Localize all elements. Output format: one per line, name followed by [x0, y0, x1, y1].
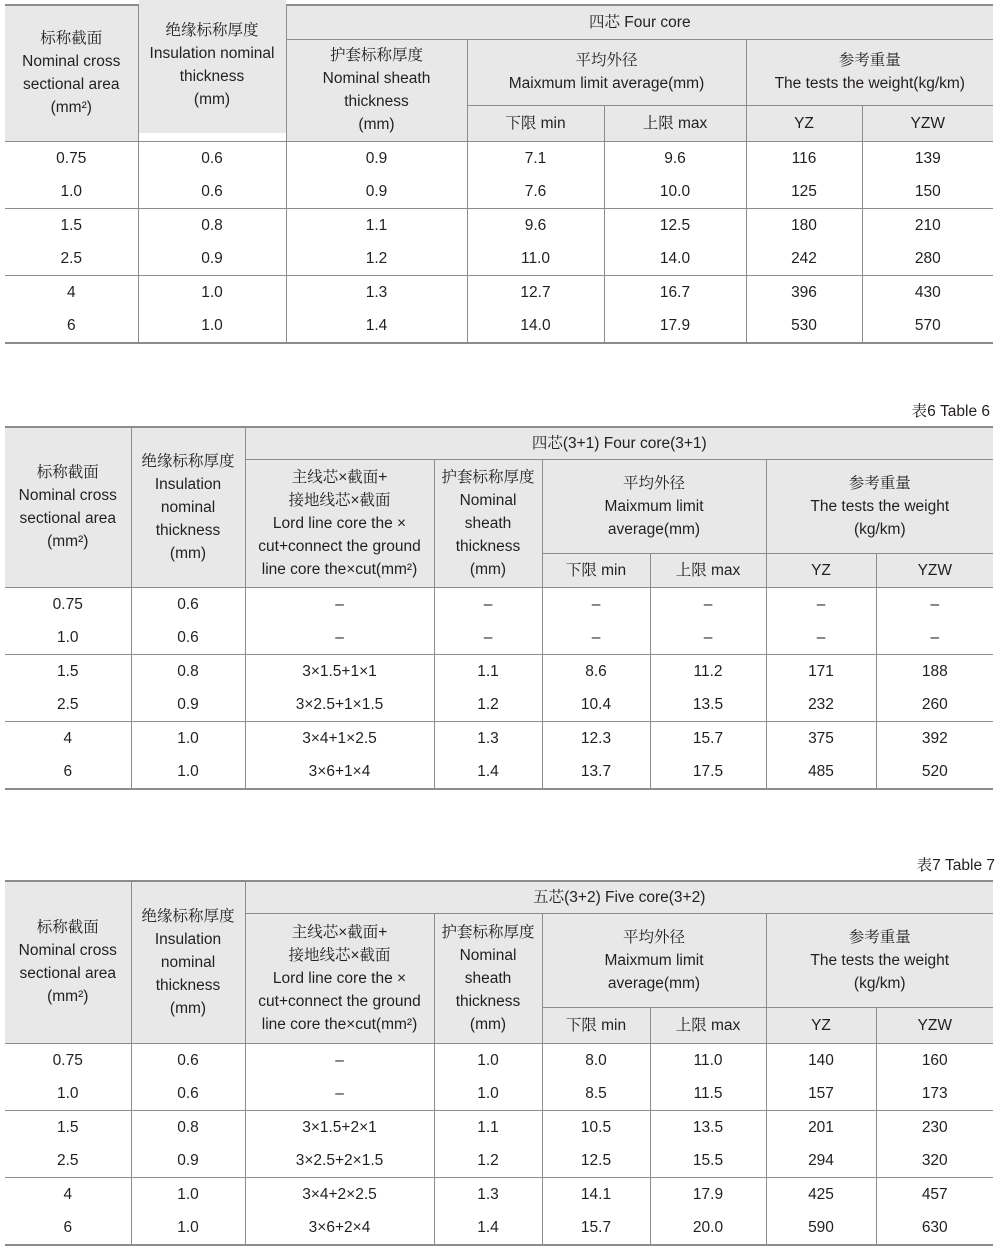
- table-row: [5, 242, 993, 276]
- table-cell: 12.3: [542, 721, 650, 755]
- table-cell: 1.5: [56, 1118, 79, 1136]
- table-cell: 6: [5, 309, 138, 343]
- table-cell: 210: [862, 208, 993, 242]
- table-cell: 0.75: [52, 595, 83, 613]
- table-cell: –: [766, 621, 876, 655]
- table-body: [5, 141, 993, 343]
- table-row: [5, 721, 993, 755]
- table-cell: 1.0: [434, 1043, 542, 1077]
- table-cell: 171: [766, 654, 876, 688]
- table-row: [5, 1110, 993, 1144]
- table-cell: 116: [746, 141, 862, 175]
- table-cell: 17.5: [650, 755, 766, 789]
- table-cell: 125: [746, 175, 862, 209]
- table-cell: –: [434, 621, 542, 655]
- table-cell: 1.1: [434, 654, 542, 688]
- table-cell: 2.5: [5, 242, 138, 276]
- header-sheath-thickness: 护套标称厚度 Nominal sheath thickness (mm): [286, 39, 467, 141]
- table-cell: 396: [746, 275, 862, 309]
- table-cell: 0.9: [286, 175, 467, 209]
- header-max: 上限 max: [650, 1007, 766, 1043]
- header-core-cross-section: 主线芯×截面+ 接地线芯×截面 Lord line core the × cut+connect the ground line core the×cut(mm²): [245, 913, 434, 1043]
- header-min: 下限 min: [542, 553, 650, 587]
- table-cell: 320: [876, 1144, 993, 1178]
- table-row: [5, 755, 993, 789]
- table-five-core-3plus2: [5, 880, 993, 1246]
- table-cell: –: [876, 587, 993, 621]
- table-cell: 1.0: [131, 1211, 245, 1245]
- table-row: [5, 141, 993, 175]
- table-cell: 11.0: [650, 1043, 766, 1077]
- table-cell: 3×4+2×2.5: [245, 1177, 434, 1211]
- table-cell: 3×6+2×4: [245, 1211, 434, 1245]
- table-cell: 1.0: [138, 309, 286, 343]
- table-cell: 0.9: [131, 688, 245, 722]
- table-cell: 1.4: [286, 309, 467, 343]
- table-cell: 15.5: [650, 1144, 766, 1178]
- header-outer-diameter: 平均外径 Maixmum limit average(mm): [542, 459, 766, 553]
- table-cell: 17.9: [604, 309, 746, 343]
- header-nominal-area: 标称截面 Nominal cross sectional area (mm²): [5, 881, 131, 1043]
- table-cell: 1.3: [434, 1177, 542, 1211]
- table-cell: 1.0: [5, 1077, 131, 1111]
- table-cell: 20.0: [650, 1211, 766, 1245]
- table-cell: 2.5: [5, 688, 131, 722]
- header-max: 上限 max: [604, 105, 746, 141]
- table-cell: 1.2: [434, 1144, 542, 1178]
- table-row: [5, 1177, 993, 1211]
- table-cell: 630: [876, 1211, 993, 1245]
- table-cell: 160: [876, 1043, 993, 1077]
- table-cell: 1.3: [286, 275, 467, 309]
- table-cell: 8.6: [542, 654, 650, 688]
- table-cell: 13.7: [542, 755, 650, 789]
- table-cell: 1.0: [131, 1177, 245, 1211]
- header-core-group: 四芯 Four core: [286, 5, 993, 39]
- table-cell: 570: [862, 309, 993, 343]
- table-cell: 0.9: [131, 1144, 245, 1178]
- header-nominal-area: 标称截面 Nominal cross sectional area (mm²): [5, 5, 138, 141]
- header-yz: YZ: [766, 1007, 876, 1043]
- header-outer-diameter: 平均外径 Maixmum limit average(mm): [542, 913, 766, 1007]
- table-cell: 3×1.5+1×1: [245, 654, 434, 688]
- table-cell: 173: [876, 1077, 993, 1111]
- table-cell: 15.7: [542, 1211, 650, 1245]
- table-row: [5, 654, 993, 688]
- header-yzw: YZW: [876, 553, 993, 587]
- table-cell: 0.6: [138, 175, 286, 209]
- table-cell: 520: [876, 755, 993, 789]
- table-header: [5, 427, 993, 587]
- header-sheath-thickness: 护套标称厚度 Nominal sheath thickness (mm): [434, 913, 542, 1043]
- table-cell: 4: [63, 729, 73, 747]
- table-cell: 1.0: [5, 621, 131, 655]
- table-cell: 0.9: [286, 141, 467, 175]
- header-core-group: 五芯(3+2) Five core(3+2): [245, 881, 993, 913]
- header-yzw: YZW: [862, 105, 993, 141]
- table-header: [5, 881, 993, 1043]
- table-cell: 1.5: [56, 662, 79, 680]
- table-cell: 3×1.5+2×1: [245, 1110, 434, 1144]
- table-cell: –: [542, 621, 650, 655]
- table-cell: –: [245, 1043, 434, 1077]
- table-cell: 1.2: [286, 242, 467, 276]
- table-cell: 1.0: [138, 275, 286, 309]
- header-sheath-thickness: 护套标称厚度 Nominal sheath thickness (mm): [434, 459, 542, 587]
- table-cell: 530: [746, 309, 862, 343]
- header-reference-weight: 参考重量 The tests the weight(kg/km): [746, 39, 993, 105]
- table-row: [5, 275, 993, 309]
- table-cell: 2.5: [5, 1144, 131, 1178]
- table-cell: 11.2: [650, 654, 766, 688]
- table-cell: 13.5: [650, 1110, 766, 1144]
- header-min: 下限 min: [467, 105, 604, 141]
- table-cell: 3×2.5+2×1.5: [245, 1144, 434, 1178]
- table-cell: 10.0: [604, 175, 746, 209]
- table-cell: 10.4: [542, 688, 650, 722]
- header-insulation-thickness: 绝缘标称厚度 Insulation nominal thickness (mm): [138, 0, 286, 133]
- table-cell: 0.75: [56, 149, 87, 167]
- table-four-core: [5, 4, 993, 344]
- table-cell: 8.5: [542, 1077, 650, 1111]
- table-cell: 430: [862, 275, 993, 309]
- table-cell: 260: [876, 688, 993, 722]
- table-cell: 139: [862, 141, 993, 175]
- table-cell: 6: [5, 1211, 131, 1245]
- table-cell: –: [650, 621, 766, 655]
- header-reference-weight: 参考重量 The tests the weight (kg/km): [766, 913, 993, 1007]
- table-cell: 188: [876, 654, 993, 688]
- header-insulation-thickness: 绝缘标称厚度 Insulation nominal thickness (mm): [131, 881, 245, 1043]
- table-cell: 1.4: [434, 1211, 542, 1245]
- table-row: [5, 175, 993, 209]
- table-cell: 0.75: [52, 1051, 83, 1069]
- table-cell: 11.5: [650, 1077, 766, 1111]
- table-cell: 1.4: [434, 755, 542, 789]
- table-row: [5, 1043, 993, 1077]
- table-cell: 230: [876, 1110, 993, 1144]
- table-cell: 17.9: [650, 1177, 766, 1211]
- table-cell: 3×4+1×2.5: [245, 721, 434, 755]
- table-cell: 7.1: [467, 141, 604, 175]
- table-cell: 13.5: [650, 688, 766, 722]
- header-reference-weight: 参考重量 The tests the weight (kg/km): [766, 459, 993, 553]
- table-cell: 457: [876, 1177, 993, 1211]
- table-cell: 375: [766, 721, 876, 755]
- header-outer-diameter: 平均外径 Maixmum limit average(mm): [467, 39, 746, 105]
- table-cell: –: [766, 587, 876, 621]
- table-cell: 485: [766, 755, 876, 789]
- table-cell: 8.0: [542, 1043, 650, 1077]
- table-row: [5, 621, 993, 655]
- header-max: 上限 max: [650, 553, 766, 587]
- table-header: [5, 5, 993, 141]
- table-cell: 1.0: [434, 1077, 542, 1111]
- header-yzw: YZW: [876, 1007, 993, 1043]
- table-row: [5, 1077, 993, 1111]
- table-cell: 12.5: [542, 1144, 650, 1178]
- table-cell: 9.6: [604, 141, 746, 175]
- table-cell: 1.3: [434, 721, 542, 755]
- table-row: [5, 1211, 993, 1245]
- table-row: [5, 1144, 993, 1178]
- table-cell: 1.1: [286, 208, 467, 242]
- table-cell: 3×2.5+1×1.5: [245, 688, 434, 722]
- table-cell: 15.7: [650, 721, 766, 755]
- table-cell: 157: [766, 1077, 876, 1111]
- table-cell: 280: [862, 242, 993, 276]
- table-cell: 12.5: [604, 208, 746, 242]
- table-cell: 14.1: [542, 1177, 650, 1211]
- table-cell: 150: [862, 175, 993, 209]
- table-cell: 10.5: [542, 1110, 650, 1144]
- table-row: [5, 208, 993, 242]
- table-row: [5, 688, 993, 722]
- table-row: [5, 309, 993, 343]
- table7-caption: 表7 Table 7: [916, 857, 995, 874]
- table-cell: 6: [5, 755, 131, 789]
- table-cell: 0.6: [131, 1077, 245, 1111]
- table-cell: 0.8: [131, 1110, 245, 1144]
- table-cell: 294: [766, 1144, 876, 1178]
- table-cell: 14.0: [604, 242, 746, 276]
- table-cell: 232: [766, 688, 876, 722]
- table-cell: 0.6: [138, 141, 286, 175]
- table-cell: –: [650, 587, 766, 621]
- table-cell: –: [542, 587, 650, 621]
- table-cell: 3×6+1×4: [245, 755, 434, 789]
- table-cell: 0.6: [131, 621, 245, 655]
- table-cell: –: [876, 621, 993, 655]
- table-cell: 16.7: [604, 275, 746, 309]
- table6-caption: 表6 Table 6: [911, 403, 990, 420]
- table-cell: 242: [746, 242, 862, 276]
- table-cell: 1.5: [60, 216, 83, 234]
- table-cell: 4: [66, 283, 76, 301]
- table-cell: –: [245, 621, 434, 655]
- table-cell: 0.8: [138, 208, 286, 242]
- header-core-group: 四芯(3+1) Four core(3+1): [245, 427, 993, 459]
- table-cell: –: [434, 587, 542, 621]
- header-core-cross-section: 主线芯×截面+ 接地线芯×截面 Lord line core the × cut+connect the ground line core the×cut(mm²): [245, 459, 434, 587]
- table-cell: 201: [766, 1110, 876, 1144]
- table-cell: 0.6: [131, 587, 245, 621]
- table-cell: 590: [766, 1211, 876, 1245]
- header-min: 下限 min: [542, 1007, 650, 1043]
- table-cell: 9.6: [467, 208, 604, 242]
- table-cell: 4: [63, 1185, 73, 1203]
- header-insulation-thickness: 绝缘标称厚度 Insulation nominal thickness (mm): [131, 427, 245, 587]
- table-cell: 140: [766, 1043, 876, 1077]
- table-cell: 7.6: [467, 175, 604, 209]
- table-cell: 1.1: [434, 1110, 542, 1144]
- table-cell: 14.0: [467, 309, 604, 343]
- table-row: [5, 587, 993, 621]
- table-cell: 392: [876, 721, 993, 755]
- header-yz: YZ: [766, 553, 876, 587]
- table-body: [5, 1043, 993, 1245]
- header-yz: YZ: [746, 105, 862, 141]
- table-cell: 1.0: [131, 721, 245, 755]
- table-cell: –: [245, 1077, 434, 1111]
- table-cell: –: [245, 587, 434, 621]
- table-cell: 0.6: [131, 1043, 245, 1077]
- header-nominal-area: 标称截面 Nominal cross sectional area (mm²): [5, 427, 131, 587]
- table-cell: 12.7: [467, 275, 604, 309]
- table-cell: 1.0: [131, 755, 245, 789]
- table-cell: 0.9: [138, 242, 286, 276]
- table-cell: 11.0: [467, 242, 604, 276]
- table-four-core-3plus1: [5, 426, 993, 790]
- table-body: [5, 587, 993, 789]
- table-cell: 425: [766, 1177, 876, 1211]
- table-cell: 1.2: [434, 688, 542, 722]
- table-cell: 0.8: [131, 654, 245, 688]
- table-cell: 1.0: [5, 175, 138, 209]
- table-cell: 180: [746, 208, 862, 242]
